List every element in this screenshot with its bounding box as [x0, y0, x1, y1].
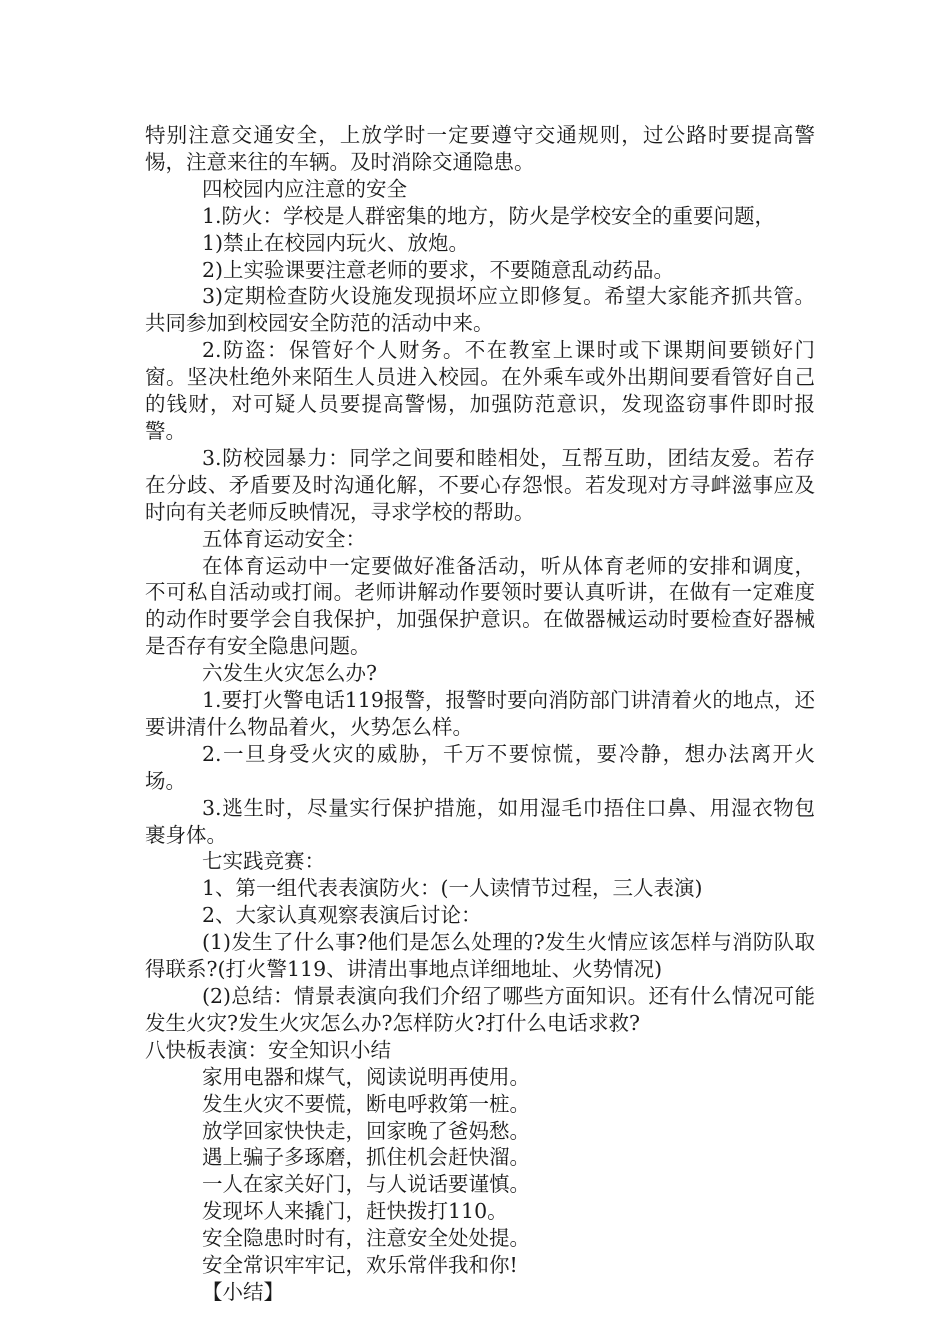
verse-line: 遇上骗子多琢磨，抓住机会赶快溜。: [202, 1145, 530, 1170]
paragraph: 1.要打火警电话119报警，报警时要向消防部门讲清着火的地点，还要讲清什么物品着火，火势怎么样。: [145, 688, 815, 739]
paragraph: (1)发生了什么事?他们是怎么处理的?发生火情应该怎样与消防队取得联系?(打火警119、讲清出事地点详细地址、火势情况): [145, 930, 815, 982]
section-heading: 八快板表演：安全知识小结: [145, 1037, 391, 1062]
paragraph: 2、大家认真观察表演后讨论：: [202, 903, 482, 928]
list-item: 2)上实验课要注意老师的要求，不要随意乱动药品。: [202, 257, 675, 282]
paragraph: 1、第一组代表表演防火：(一人读情节过程，三人表演): [202, 876, 703, 901]
paragraph: 3.逃生时，尽量实行保护措施，如用湿毛巾捂住口鼻、用湿衣物包裹身体。: [145, 795, 815, 847]
paragraph: 特别注意交通安全，上放学时一定要遵守交通规则，过公路时要提高警惕，注意来往的车辆。及时消除交通隐患。: [145, 123, 815, 174]
paragraph: 2.防盗：保管好个人财务。不在教室上课时或下课期间要锁好门窗。坚决杜绝外来陌生人员进入校园。在外乘车或外出期间要看管好自己的钱财，对可疑人员要提高警惕，加强防范意识，发现盗窃事件即时报警。: [145, 338, 815, 443]
section-heading: 四校园内应注意的安全: [202, 176, 407, 201]
verse-line: 发生火灾不要慌，断电呼救第一桩。: [202, 1091, 530, 1116]
verse-line: 一人在家关好门，与人说话要谨慎。: [202, 1172, 530, 1197]
document-body: [145, 122, 815, 1306]
verse-line: 安全隐患时时有，注意安全处处提。: [202, 1226, 530, 1251]
paragraph: 1.防火：学校是人群密集的地方，防火是学校安全的重要问题，: [202, 203, 776, 228]
section-heading: 七实践竞赛：: [202, 849, 325, 874]
summary-heading: 【小结】: [202, 1279, 284, 1304]
section-heading: 五体育运动安全：: [202, 526, 366, 551]
list-item: 1)禁止在校园内玩火、放炮。: [202, 230, 470, 255]
verse-line: 家用电器和煤气，阅读说明再使用。: [202, 1064, 530, 1089]
verse-line: 放学回家快快走，回家晚了爸妈愁。: [202, 1118, 530, 1143]
paragraph: (2)总结：情景表演向我们介绍了哪些方面知识。还有什么情况可能发生火灾?发生火灾怎么办?怎样防火?打什么电话求救?: [145, 984, 815, 1035]
paragraph: 在体育运动中一定要做好准备活动，听从体育老师的安排和调度，不可私自活动或打闹。老师讲解动作要领时要认真听讲，在做有一定难度的动作时要学会自我保护，加强保护意识。在做器械运动时要检查好器械是否存有安全隐患问题。: [145, 553, 815, 659]
paragraph: 2.一旦身受火灾的威胁，千万不要惊慌，要冷静，想办法离开火场。: [145, 741, 815, 793]
list-item: 3)定期检查防火设施发现损坏应立即修复。希望大家能齐抓共管。共同参加到校园安全防范的活动中来。: [145, 284, 815, 336]
verse-line: 安全常识牢牢记，欢乐常伴我和你!: [202, 1253, 518, 1278]
paragraph: 3.防校园暴力：同学之间要和睦相处，互帮互助，团结友爱。若存在分歧、矛盾要及时沟通化解，不要心存怨恨。若发现对方寻衅滋事应及时向有关老师反映情况，寻求学校的帮助。: [145, 445, 815, 524]
section-heading: 六发生火灾怎么办?: [202, 661, 377, 686]
verse-line: 发现坏人来撬门，赶快拨打110。: [202, 1199, 508, 1224]
